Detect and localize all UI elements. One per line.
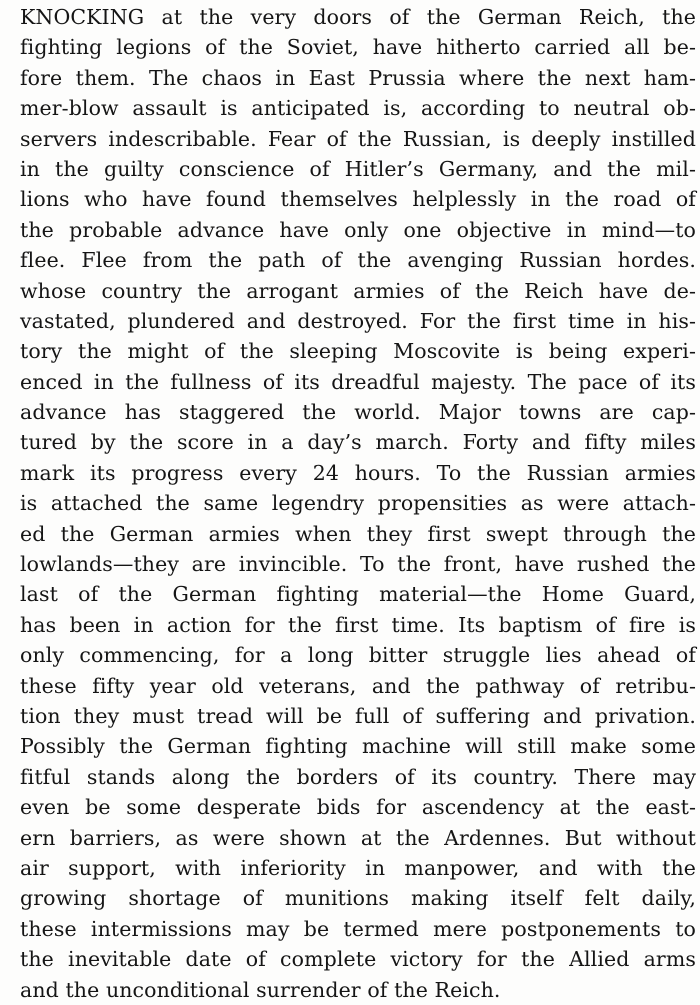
text-line-4: mer-blow assault is anticipated is, according to neutral ob-: [20, 96, 696, 121]
text-line-26: fitful stands along the borders of its country. There may: [20, 764, 696, 789]
text-line-6: in the guilty conscience of Hitler’s Germany, and the mil-: [20, 156, 696, 181]
article-text-column: [20, 2, 696, 1005]
text-line-22: only commencing, for a long bitter struggle lies ahead of: [20, 643, 696, 668]
text-line-11: vastated, plundered and destroyed. For the first time in his-: [20, 308, 696, 333]
text-line-15: tured by the score in a day’s march. Forty and fifty miles: [20, 430, 696, 455]
text-line-14: advance has staggered the world. Major towns are cap-: [20, 400, 696, 425]
text-line-1: KNOCKING at the very doors of the German Reich, the: [20, 5, 696, 29]
text-line-13: enced in the fullness of its dreadful majesty. The pace of its: [20, 369, 696, 394]
text-line-10: whose country the arrogant armies of the Reich have de-: [20, 278, 696, 303]
text-line-33: and the unconditional surrender of the Reich.: [20, 977, 501, 1002]
text-line-28: ern barriers, as were shown at the Ardennes. But without: [20, 825, 696, 850]
text-line-24: tion they must tread will be full of suffering and privation.: [20, 703, 696, 728]
text-line-25: Possibly the German fighting machine will still make some: [20, 734, 696, 759]
text-line-31: these intermissions may be termed mere postponements to: [20, 916, 696, 941]
text-line-23: these fifty year old veterans, and the pathway of retribu-: [20, 673, 696, 698]
text-line-12: tory the might of the sleeping Moscovite is being experi-: [20, 339, 696, 364]
text-line-20: last of the German fighting material—the Home Guard,: [20, 582, 696, 607]
text-line-8: the probable advance have only one objective in mind—to: [20, 217, 696, 242]
text-line-9: flee. Flee from the path of the avenging Russian hordes.: [20, 248, 696, 273]
text-line-18: ed the German armies when they first swept through the: [20, 521, 696, 546]
text-line-16: mark its progress every 24 hours. To the Russian armies: [20, 460, 696, 485]
text-line-29: air support, with inferiority in manpower, and with the: [20, 855, 696, 880]
text-line-27: even be some desperate bids for ascendency at the east-: [20, 795, 696, 820]
text-line-30: growing shortage of munitions making itself felt daily,: [20, 886, 696, 911]
text-line-7: lions who have found themselves helplessly in the road of: [20, 187, 696, 212]
text-line-2: fighting legions of the Soviet, have hitherto carried all be-: [20, 35, 696, 60]
text-line-17: is attached the same legendry propensities as were attach-: [20, 491, 696, 516]
text-line-5: servers indescribable. Fear of the Russian, is deeply instilled: [20, 126, 696, 151]
text-line-32: the inevitable date of complete victory for the Allied arms: [20, 947, 696, 972]
text-line-19: lowlands—they are invincible. To the front, have rushed the: [20, 552, 696, 577]
text-line-21: has been in action for the first time. Its baptism of fire is: [20, 612, 696, 637]
text-line-3: fore them. The chaos in East Prussia where the next ham-: [20, 65, 696, 90]
